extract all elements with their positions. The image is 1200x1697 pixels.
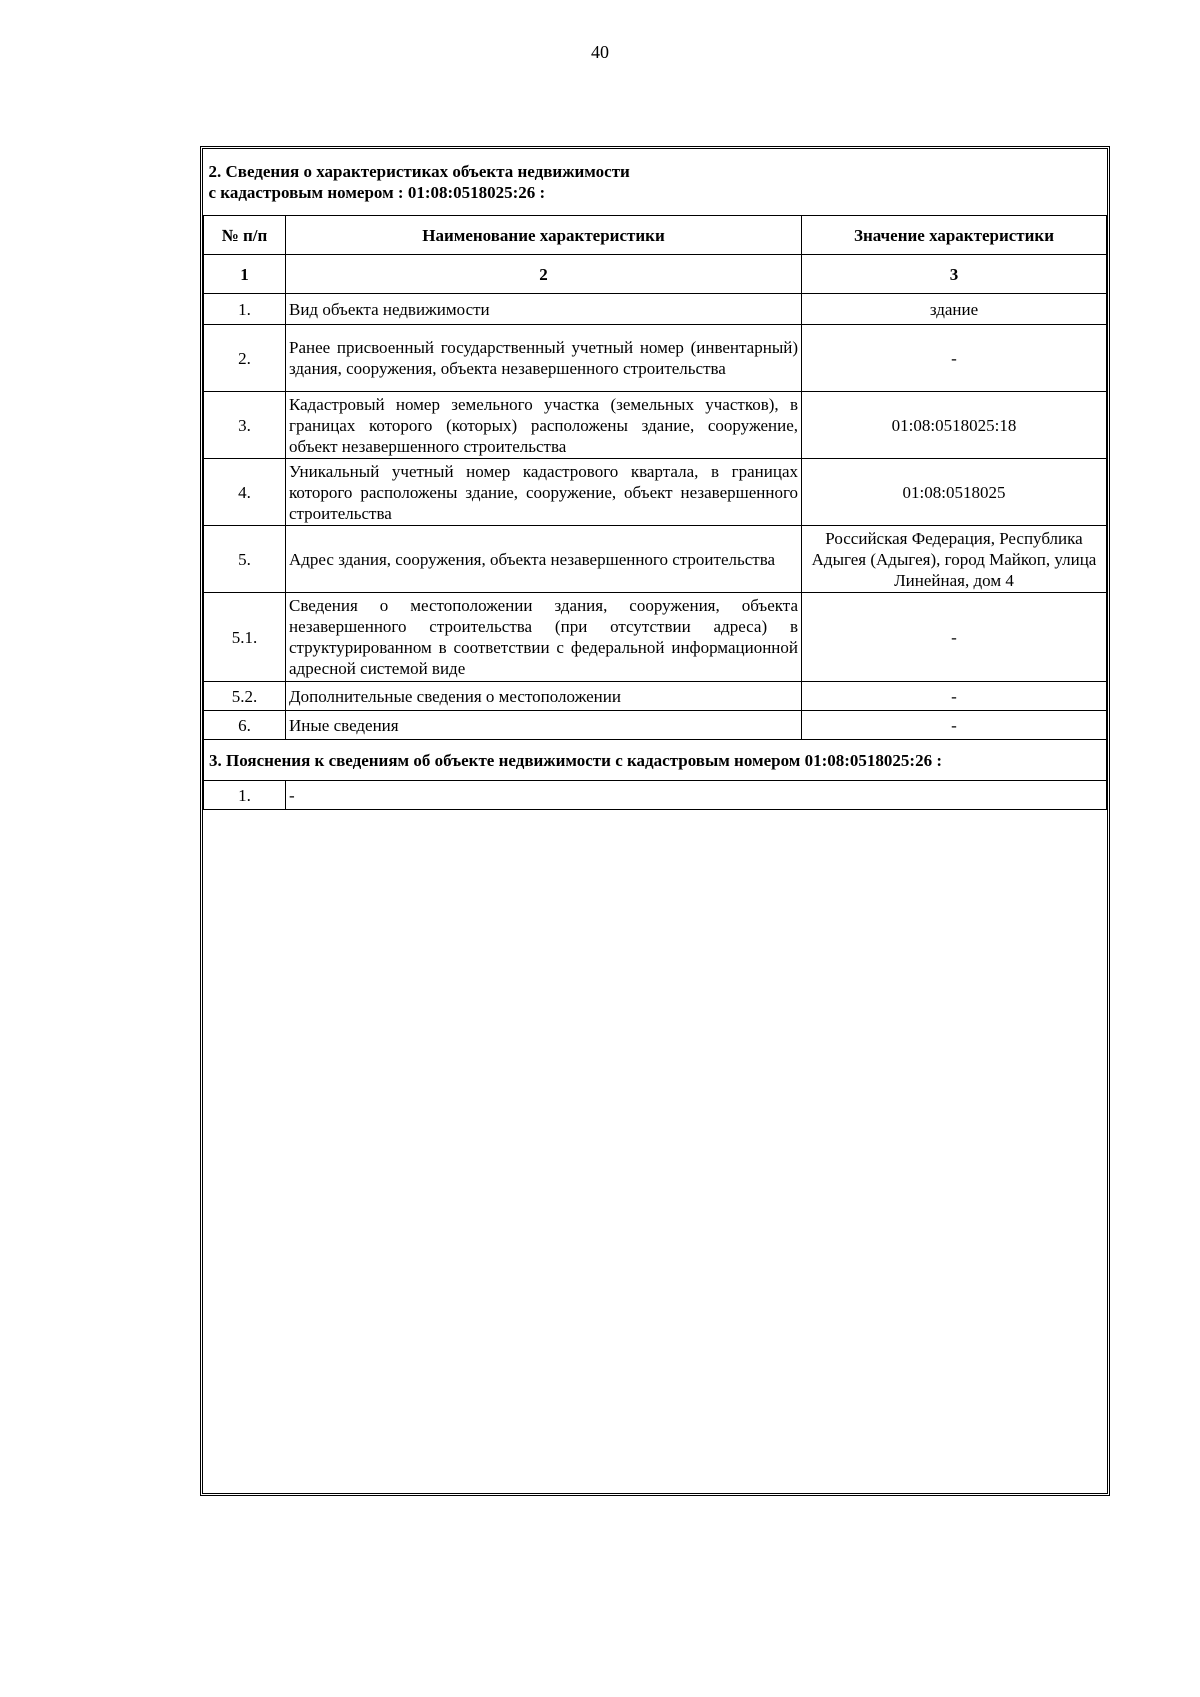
row-name: Вид объекта недвижимости — [286, 294, 802, 325]
row-num: 1. — [204, 294, 286, 325]
table-row — [204, 294, 1107, 325]
row-value: 01:08:0518025:18 — [802, 392, 1107, 459]
table-row — [204, 682, 1107, 711]
table-header-row — [204, 216, 1107, 255]
table-row — [204, 593, 1107, 682]
row-value: - — [802, 711, 1107, 740]
note-num: 1. — [204, 781, 286, 810]
row-num: 6. — [204, 711, 286, 740]
table-row — [204, 526, 1107, 593]
row-name: Ранее присвоенный государственный учетный номер (инвентарный) здания, сооружения, объекта незавершенного строительства — [286, 325, 802, 392]
column-number-1: 1 — [204, 255, 286, 294]
section2-title — [204, 149, 1107, 216]
row-name: Сведения о местоположении здания, сооружения, объекта незавершенного строительства (при отсутствии адреса) в структурированном в соответствии с федеральной информационной адресной системой виде — [286, 593, 802, 682]
section2-title-line1: 2. Сведения о характеристиках объекта недвижимости — [208, 162, 630, 181]
table-row — [204, 459, 1107, 526]
row-num: 3. — [204, 392, 286, 459]
row-name: Иные сведения — [286, 711, 802, 740]
column-number-2: 2 — [286, 255, 802, 294]
notes-row — [204, 781, 1107, 810]
row-num: 2. — [204, 325, 286, 392]
document-frame — [200, 146, 1110, 1496]
column-number-3: 3 — [802, 255, 1107, 294]
row-num: 5. — [204, 526, 286, 593]
row-num: 5.2. — [204, 682, 286, 711]
row-value: 01:08:0518025 — [802, 459, 1107, 526]
row-name: Адрес здания, сооружения, объекта незавершенного строительства — [286, 526, 802, 593]
table-row — [204, 711, 1107, 740]
row-value: - — [802, 682, 1107, 711]
note-text: - — [286, 781, 1107, 810]
row-value: - — [802, 593, 1107, 682]
column-number-row — [204, 255, 1107, 294]
header-name: Наименование характеристики — [286, 216, 802, 255]
row-name: Дополнительные сведения о местоположении — [286, 682, 802, 711]
row-num: 4. — [204, 459, 286, 526]
row-value: Российская Федерация, Республика Адыгея (Адыгея), город Майкоп, улица Линейная, дом 4 — [802, 526, 1107, 593]
row-value: - — [802, 325, 1107, 392]
header-num: № п/п — [204, 216, 286, 255]
section2-title-line2: с кадастровым номером : 01:08:0518025:26 : — [208, 183, 546, 202]
table-row — [204, 325, 1107, 392]
row-name: Кадастровый номер земельного участка (земельных участков), в границах которого (которых) расположены здание, сооружение, объект незавершенного строительства — [286, 392, 802, 459]
table-row — [204, 392, 1107, 459]
row-value: здание — [802, 294, 1107, 325]
header-value: Значение характеристики — [802, 216, 1107, 255]
row-num: 5.1. — [204, 593, 286, 682]
row-name: Уникальный учетный номер кадастрового квартала, в границах которого расположены здание, сооружение, объект незавершенного строительства — [286, 459, 802, 526]
section3-title: 3. Пояснения к сведениям об объекте недвижимости с кадастровым номером 01:08:0518025:26 : — [204, 740, 1107, 781]
characteristics-table — [203, 149, 1107, 810]
page-number: 40 — [591, 42, 609, 62]
